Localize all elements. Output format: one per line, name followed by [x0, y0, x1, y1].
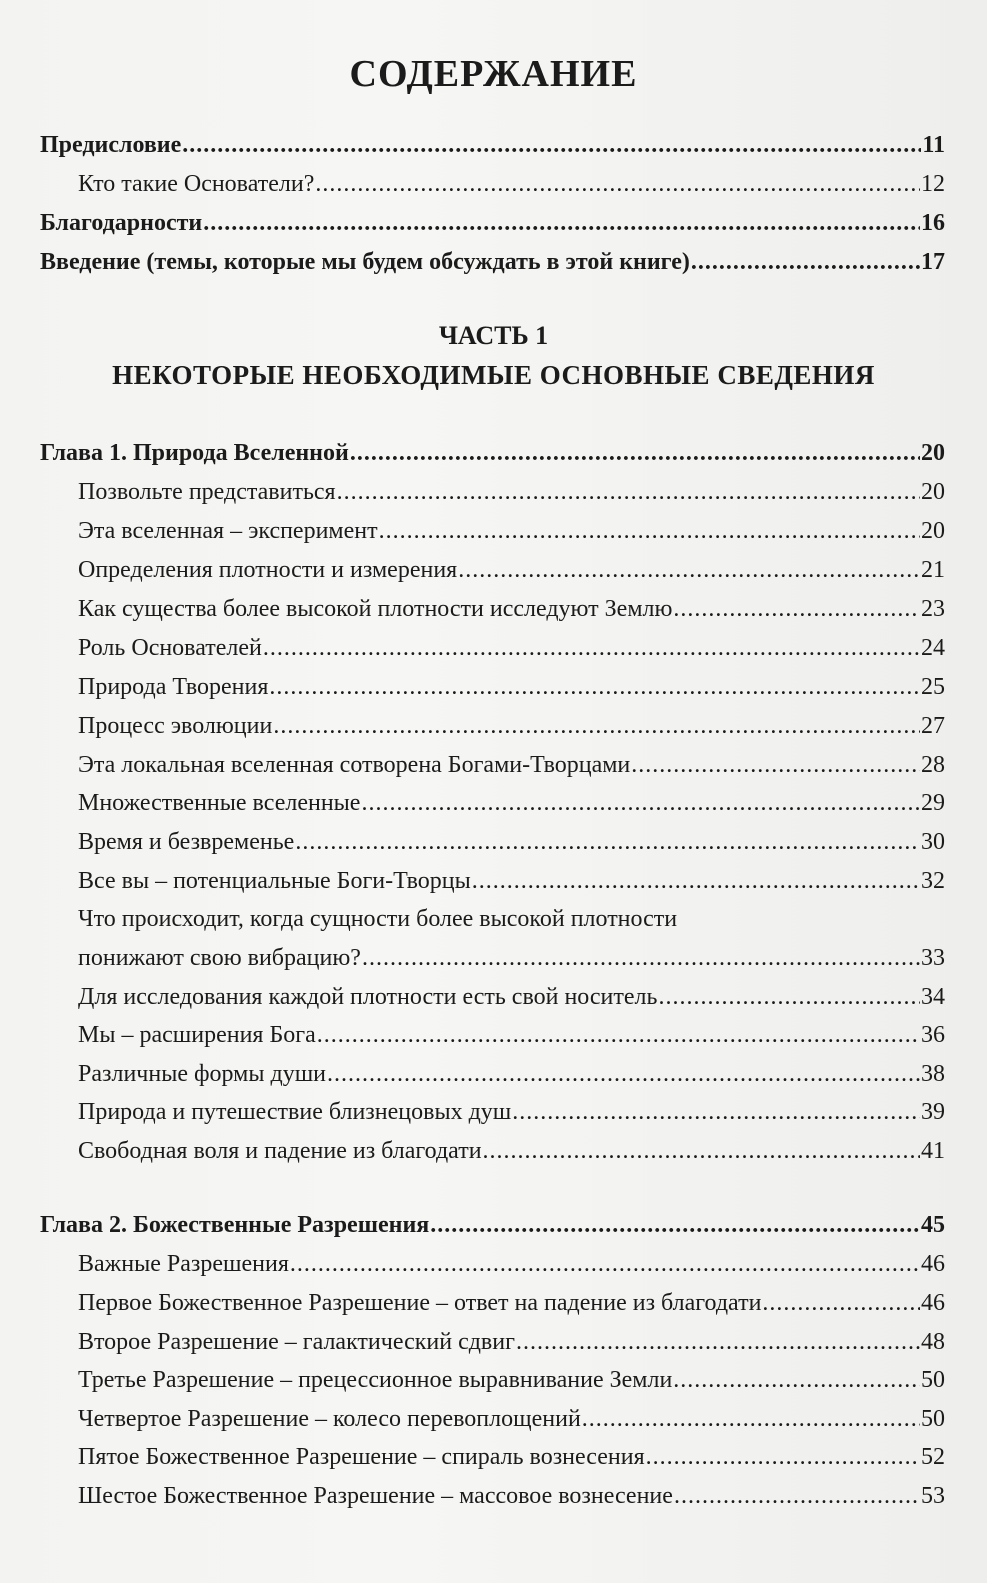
- part-title: НЕКОТОРЫЕ НЕОБХОДИМЫЕ ОСНОВНЫЕ СВЕДЕНИЯ: [112, 360, 875, 390]
- dot-leader: [337, 475, 920, 509]
- page-title: СОДЕРЖАНИЕ: [349, 53, 638, 95]
- dot-leader: [674, 1479, 920, 1513]
- toc-entry-label: Позвольте представиться: [78, 479, 336, 505]
- dot-leader: [269, 670, 920, 704]
- dot-leader: [362, 941, 920, 975]
- toc-entry: [78, 1057, 945, 1091]
- toc-page-number: 53: [921, 1483, 945, 1509]
- toc-page-number: 34: [921, 984, 945, 1010]
- toc-entry-label: Различные формы души: [78, 1061, 327, 1087]
- toc-entry-wrapped-line: [78, 902, 945, 936]
- toc-page-number: 16: [921, 210, 945, 236]
- toc-chapter-1: [40, 436, 945, 470]
- toc-page-number: 12: [921, 171, 945, 197]
- toc-entry: [78, 670, 945, 704]
- toc-page-number: 50: [921, 1367, 945, 1393]
- toc-entry-label: Второе Разрешение – галактический сдвиг: [78, 1329, 515, 1355]
- toc-entry: [78, 709, 945, 743]
- dot-leader: [350, 436, 920, 470]
- toc-entry-label: Третье Разрешение – прецессионное выравнивание Земли: [78, 1367, 673, 1393]
- dot-leader: [295, 825, 920, 859]
- toc-entry: [78, 1440, 945, 1474]
- toc-entry: [78, 1247, 945, 1281]
- toc-entry-label: Введение (темы, которые мы будем обсуждать в этой книге): [40, 249, 690, 275]
- toc-entry: [78, 1479, 945, 1513]
- dot-leader: [379, 514, 920, 548]
- dot-leader: [263, 631, 920, 665]
- toc-entry: [78, 980, 945, 1014]
- toc-page-number: 11: [922, 132, 945, 158]
- toc-entry: [78, 748, 945, 782]
- toc-page-number: 32: [921, 868, 945, 894]
- toc-entry-label: Определения плотности и измерения: [78, 557, 458, 583]
- toc-page-number: 52: [921, 1444, 945, 1470]
- toc-entry-label: Процесс эволюции: [78, 713, 273, 739]
- dot-leader: [317, 1018, 920, 1052]
- dot-leader: [182, 128, 921, 162]
- toc-entry-label: Четвертое Разрешение – колесо перевоплощений: [78, 1406, 581, 1432]
- toc-entry: [78, 553, 945, 587]
- toc-entry: [78, 1363, 945, 1397]
- toc-page-number: 38: [921, 1061, 945, 1087]
- dot-leader: [691, 245, 920, 279]
- toc-page-number: 29: [921, 790, 945, 816]
- toc-entry-label: Свободная воля и падение из благодати: [78, 1138, 482, 1164]
- toc-entry: [78, 631, 945, 665]
- toc-entry-introduction: [40, 245, 945, 279]
- toc-page-number: 20: [921, 518, 945, 544]
- toc-entry-label: Мы – расширения Бога: [78, 1022, 316, 1048]
- toc-entry-label: понижают свою вибрацию?: [78, 945, 361, 971]
- toc-page-number: 24: [921, 635, 945, 661]
- toc-entry-label: Благодарности: [40, 210, 203, 236]
- dot-leader: [203, 206, 920, 240]
- toc-entry-label: Множественные вселенные: [78, 790, 361, 816]
- toc-page-number: 36: [921, 1022, 945, 1048]
- dot-leader: [430, 1208, 920, 1242]
- dot-leader: [290, 1247, 920, 1281]
- toc-entry-label: Предисловие: [40, 132, 182, 158]
- toc-entry: [78, 864, 945, 898]
- toc-entry-label: Что происходит, когда сущности более высокой плотности: [78, 906, 678, 932]
- toc-entry-label: Природа Творения: [78, 674, 269, 700]
- toc-page-number: 23: [921, 596, 945, 622]
- dot-leader: [673, 1363, 920, 1397]
- toc-page-number: 20: [921, 479, 945, 505]
- toc-entry-label: Глава 2. Божественные Разрешения: [40, 1212, 430, 1238]
- toc-page-number: 27: [921, 713, 945, 739]
- toc-entry: [78, 941, 945, 975]
- toc-entry-label: Кто такие Основатели?: [78, 171, 315, 197]
- toc-entry-label: Время и безвременье: [78, 829, 295, 855]
- dot-leader: [273, 709, 920, 743]
- dot-leader: [361, 786, 920, 820]
- toc-entry-label: Глава 1. Природа Вселенной: [40, 440, 349, 466]
- toc-chapter-2: [40, 1208, 945, 1242]
- toc-entry: [78, 786, 945, 820]
- toc-page-number: 17: [921, 249, 945, 275]
- toc-entry-label: Эта локальная вселенная сотворена Богами-Творцами: [78, 752, 631, 778]
- toc-page-number: 46: [921, 1251, 945, 1277]
- toc-entry: [78, 592, 945, 626]
- toc-entry: [78, 514, 945, 548]
- toc-page-number: 21: [921, 557, 945, 583]
- toc-entry: [78, 1286, 945, 1320]
- toc-page-number: 39: [921, 1099, 945, 1125]
- dot-leader: [472, 864, 920, 898]
- toc-entry-label: Роль Основателей: [78, 635, 262, 661]
- dot-leader: [762, 1286, 920, 1320]
- dot-leader: [582, 1402, 920, 1436]
- toc-entry-label: Природа и путешествие близнецовых душ: [78, 1099, 512, 1125]
- toc-entry: [78, 1095, 945, 1129]
- dot-leader: [483, 1134, 920, 1168]
- toc-entry: [78, 475, 945, 509]
- toc-entry: [78, 1325, 945, 1359]
- dot-leader: [516, 1325, 920, 1359]
- dot-leader: [646, 1440, 920, 1474]
- toc-page-number: 25: [921, 674, 945, 700]
- toc-page-number: 30: [921, 829, 945, 855]
- toc-page-number: 50: [921, 1406, 945, 1432]
- toc-entry: [78, 1134, 945, 1168]
- dot-leader: [315, 167, 920, 201]
- toc-entry-label: Шестое Божественное Разрешение – массовое вознесение: [78, 1483, 673, 1509]
- toc-entry-acknowledgements: [40, 206, 945, 240]
- toc-entry-label: Первое Божественное Разрешение – ответ на падение из благодати: [78, 1290, 762, 1316]
- toc-page-number: 41: [921, 1138, 945, 1164]
- toc-entry: [78, 1018, 945, 1052]
- toc-entry: [78, 825, 945, 859]
- dot-leader: [631, 748, 920, 782]
- toc-entry-founders: [78, 167, 945, 201]
- dot-leader: [327, 1057, 920, 1091]
- dot-leader: [673, 592, 920, 626]
- toc-page-number: 20: [921, 440, 945, 466]
- toc-page-number: 46: [921, 1290, 945, 1316]
- toc-entry-label: Эта вселенная – эксперимент: [78, 518, 378, 544]
- toc-entry-label: Как существа более высокой плотности исследуют Землю: [78, 596, 673, 622]
- toc-page-number: 45: [921, 1212, 945, 1238]
- toc-page-number: 48: [921, 1329, 945, 1355]
- toc-entry-label: Все вы – потенциальные Боги-Творцы: [78, 868, 471, 894]
- toc-entry-label: Для исследования каждой плотности есть свой носитель: [78, 984, 658, 1010]
- toc-page-number: 28: [921, 752, 945, 778]
- dot-leader: [512, 1095, 920, 1129]
- dot-leader: [458, 553, 920, 587]
- toc-entry-preface: [40, 128, 945, 162]
- toc-page-number: 33: [921, 945, 945, 971]
- toc-entry-label: Пятое Божественное Разрешение – спираль вознесения: [78, 1444, 645, 1470]
- part-number: ЧАСТЬ 1: [438, 321, 549, 350]
- toc-entry-label: Важные Разрешения: [78, 1251, 289, 1277]
- dot-leader: [658, 980, 920, 1014]
- toc-entry: [78, 1402, 945, 1436]
